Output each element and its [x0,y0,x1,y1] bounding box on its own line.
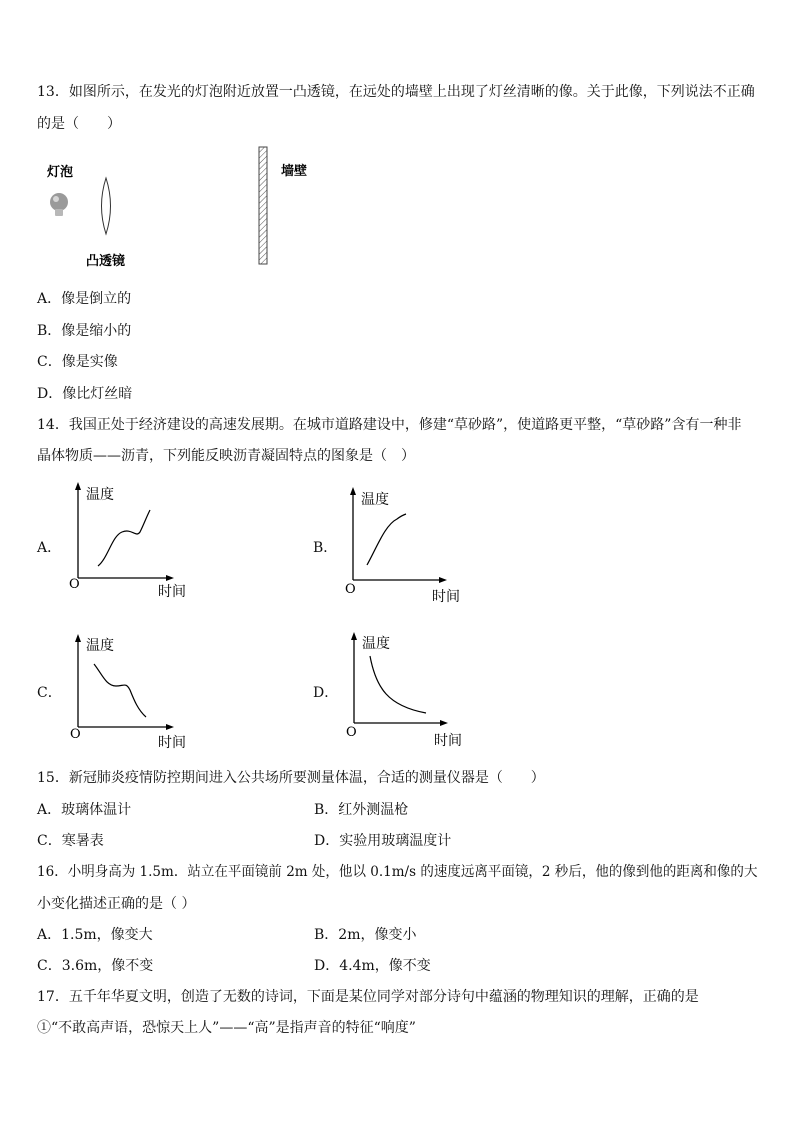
q16-option-d: D．4.4m，像不变 [314,958,431,974]
q14-stem-line1: 14．我国正处于经济建设的高速发展期。在城市道路建设中，修建“草砂路”，使道路更平整，“草砂路”含有一种非 [37,417,742,433]
graph-b-ylabel: 温度 [361,492,389,508]
q13-stem-line1: 13．如图所示，在发光的灯泡附近放置一凸透镜，在远处的墙壁上出现了灯丝清晰的像。关于此像，下列说法不正确 [37,84,755,100]
graph-c-ylabel: 温度 [86,638,114,654]
wall-icon [259,147,267,264]
q13-option-b: B．像是缩小的 [37,323,132,339]
q17-item-1-marker: ① [37,1020,51,1036]
graph-b-option-label: B． [313,540,338,556]
q15-option-b: B．红外测温枪 [314,802,409,818]
q16-stem-line2: 小变化描述正确的是（ ） [37,896,196,912]
graph-b [335,483,475,611]
graph-b-xlabel: 时间 [432,589,460,605]
graph-c [60,630,200,758]
q13-option-a: A．像是倒立的 [37,291,132,307]
q13-stem-line2: 的是（ ） [37,116,121,132]
q15-option-a: A．玻璃体温计 [37,802,132,818]
graph-b-curve [367,514,406,565]
q16-option-c: C．3.6m，像不变 [37,958,154,974]
graph-a-origin: O [69,577,80,592]
q16-option-b: B．2m，像变小 [314,927,417,943]
graph-a-option-label: A． [37,540,62,556]
wall-label: 墙壁 [281,164,308,179]
q15-option-c: C．寒暑表 [37,833,104,849]
graph-a-curve [98,510,150,566]
graph-d-curve [370,656,426,713]
q17-item-1-text: “不敢高声语，恐惊天上人”——“高”是指声音的特征“响度” [51,1020,416,1036]
lens-label: 凸透镜 [86,254,126,269]
q15-option-d: D．实验用玻璃温度计 [314,833,452,849]
graph-a-ylabel: 温度 [86,487,114,503]
graph-c-xlabel: 时间 [158,735,186,751]
graph-d-origin: O [346,725,357,740]
q13-option-d: D．像比灯丝暗 [37,386,133,402]
graph-c-origin: O [70,727,81,742]
q17-item-1 [37,1019,416,1037]
graph-d-xlabel: 时间 [434,733,462,749]
graph-a [60,478,200,606]
convex-lens-icon [102,178,111,234]
q16-stem-line1: 16．小明身高为 1.5m．站立在平面镜前 2m 处，他以 0.1m/s 的速度远离平面镜，2 秒后，他的像到他的距离和像的大 [37,864,758,880]
q17-stem: 17．五千年华夏文明，创造了无数的诗词，下面是某位同学对部分诗句中蕴涵的物理知识的理解，正确的是 [37,989,699,1005]
graph-d [336,628,476,756]
bulb-label: 灯泡 [47,165,74,180]
q13-option-c: C．像是实像 [37,354,118,370]
graph-b-origin: O [345,582,356,597]
graph-a-xlabel: 时间 [158,584,186,600]
q14-stem-line2: 晶体物质——沥青，下列能反映沥青凝固特点的图象是（ ） [37,448,415,464]
bulb-icon [50,193,68,216]
graph-d-option-label: D． [313,685,339,701]
graph-c-curve [94,664,146,717]
graph-c-option-label: C． [37,685,62,701]
graph-d-ylabel: 温度 [362,636,390,652]
q16-option-a: A．1.5m，像变大 [37,927,153,943]
q13-figure [40,145,330,275]
q15-stem: 15．新冠肺炎疫情防控期间进入公共场所要测量体温，合适的测量仪器是（ ） [37,770,545,786]
